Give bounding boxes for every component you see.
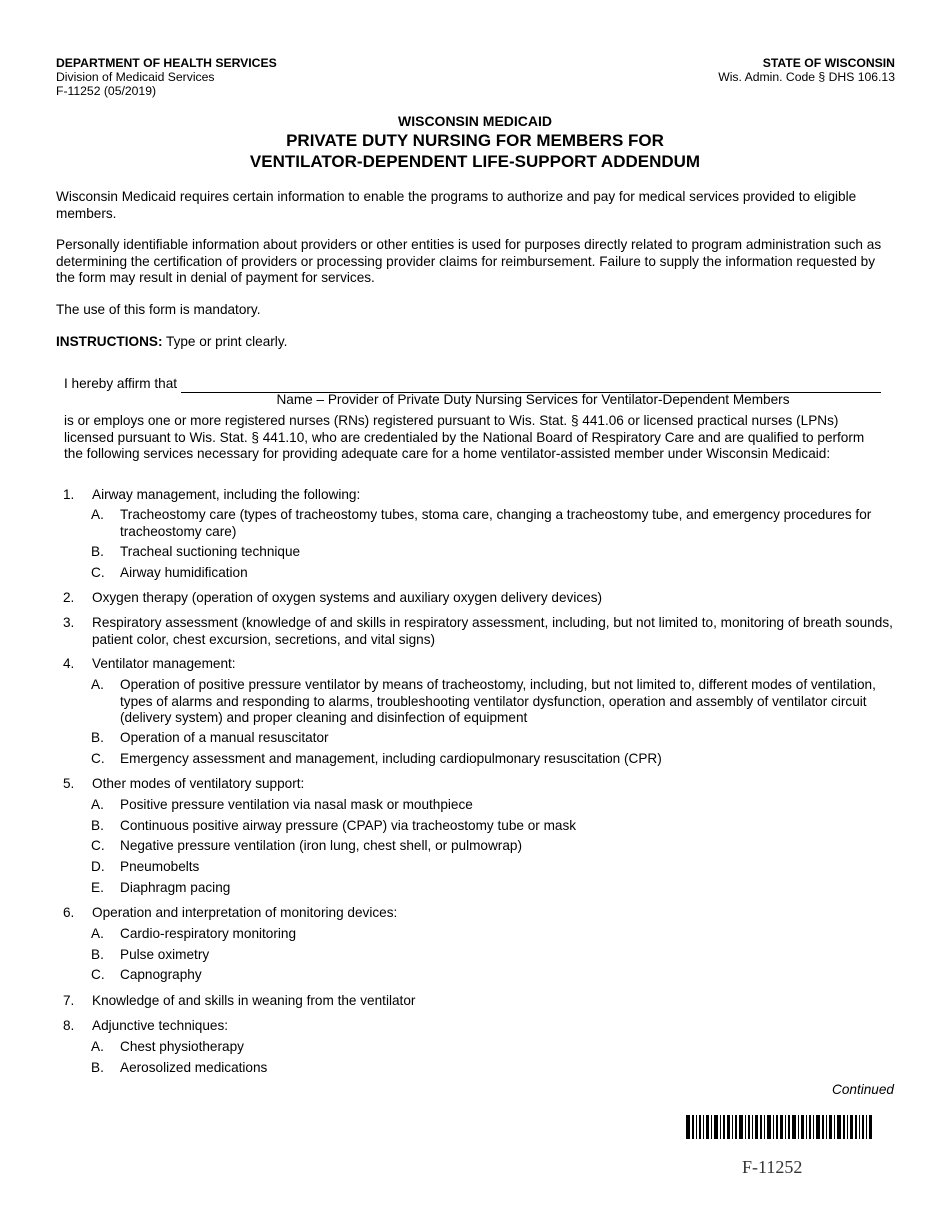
sub-item-text: Diaphragm pacing bbox=[120, 880, 231, 895]
form-number-footer: F-11252 bbox=[742, 1157, 803, 1177]
item-text: Airway management, including the following: bbox=[92, 487, 361, 502]
item-number: 1. bbox=[63, 487, 75, 502]
sub-item-letter: D. bbox=[91, 859, 105, 874]
provider-name-field[interactable] bbox=[181, 378, 881, 393]
affirm-label: I hereby affirm that bbox=[64, 376, 178, 391]
division-name: Division of Medicaid Services bbox=[56, 70, 215, 84]
barcode-graphic bbox=[686, 1115, 872, 1139]
sub-item-letter: B. bbox=[91, 544, 104, 559]
mandatory-notice: The use of this form is mandatory. bbox=[56, 302, 261, 317]
sub-item-letter: A. bbox=[91, 1039, 104, 1054]
sub-item-text: Pulse oximetry bbox=[120, 947, 210, 962]
provider-name-caption: Name – Provider of Private Duty Nursing Services for Ventilator-Dependent Members bbox=[276, 392, 790, 407]
item-number: 8. bbox=[63, 1018, 75, 1033]
sub-item-letter: B. bbox=[91, 730, 104, 745]
sub-item-text: Chest physiotherapy bbox=[120, 1039, 244, 1054]
intro-paragraph-2: Personally identifiable information about providers or other entities is used for purposes directly related to program administration such as determining the certification of providers or processing provider claims for reimbursement. Failure to supply the information requested by the form may result in denial of payment for services. bbox=[56, 237, 882, 285]
sub-item-letter: C. bbox=[91, 751, 105, 766]
item-text: Oxygen therapy (operation of oxygen systems and auxiliary oxygen delivery devices) bbox=[92, 590, 603, 605]
affirm-statement: is or employs one or more registered nurses (RNs) registered pursuant to Wis. Stat. § 441.06 or licensed practical nurses (LPNs) licensed pursuant to Wis. Stat. § 441.10, who are credentialed by the National Board of Respiratory Care and are qualified to perform the following services necessary for providing adequate care for a home ventilator-assisted member under Wisconsin Medicaid: bbox=[64, 413, 865, 461]
title-program: WISCONSIN MEDICAID bbox=[398, 113, 552, 129]
sub-item-letter: E. bbox=[91, 880, 104, 895]
sub-item-text: Positive pressure ventilation via nasal mask or mouthpiece bbox=[120, 797, 473, 812]
item-number: 3. bbox=[63, 615, 75, 630]
sub-item-text: Continuous positive airway pressure (CPAP) via tracheostomy tube or mask bbox=[120, 818, 577, 833]
sub-item-text: Capnography bbox=[120, 967, 202, 982]
sub-item-letter: B. bbox=[91, 818, 104, 833]
sub-item-letter: C. bbox=[91, 967, 105, 982]
item-number: 7. bbox=[63, 993, 75, 1008]
item-text: Knowledge of and skills in weaning from the ventilator bbox=[92, 993, 416, 1008]
sub-item-letter: C. bbox=[91, 838, 105, 853]
title-line-3: VENTILATOR-DEPENDENT LIFE-SUPPORT ADDENDUM bbox=[249, 152, 701, 171]
sub-item-text: Airway humidification bbox=[120, 565, 248, 580]
sub-item-letter: B. bbox=[91, 947, 104, 962]
item-text: Other modes of ventilatory support: bbox=[92, 776, 305, 791]
department-name: DEPARTMENT OF HEALTH SERVICES bbox=[56, 56, 277, 70]
sub-item-text: Negative pressure ventilation (iron lung, chest shell, or pulmowrap) bbox=[120, 838, 522, 853]
instructions bbox=[56, 334, 896, 351]
sub-item-text: Tracheostomy care (types of tracheostomy tubes, stoma care, changing a tracheostomy tube, and emergency procedures for tracheostomy care) bbox=[120, 507, 872, 539]
sub-item-text: Tracheal suctioning technique bbox=[120, 544, 301, 559]
item-number: 5. bbox=[63, 776, 75, 791]
item-number: 4. bbox=[63, 656, 75, 671]
affirm-row bbox=[64, 376, 881, 393]
intro-paragraph-1: Wisconsin Medicaid requires certain information to enable the programs to authorize and pay for medical services provided to eligible members. bbox=[56, 189, 857, 221]
sub-item-letter: A. bbox=[91, 677, 104, 692]
sub-item-text: Aerosolized medications bbox=[120, 1060, 268, 1075]
agency-header bbox=[56, 56, 277, 98]
sub-item-text: Operation of positive pressure ventilator by means of tracheostomy, including, but not limited to, different modes of ventilation, types of alarms and responding to alarms, troubleshooting ventilator dysfunction, operation and assembly of ventilator circuit (delivery system) and proper cleaning and disinfection of equipment bbox=[120, 677, 876, 725]
sub-item-text: Pneumobelts bbox=[120, 859, 200, 874]
sub-item-letter: A. bbox=[91, 507, 104, 522]
sub-item-letter: A. bbox=[91, 797, 104, 812]
instructions-text: Type or print clearly. bbox=[162, 334, 288, 349]
state-header bbox=[718, 56, 895, 84]
sub-item-letter: B. bbox=[91, 1060, 104, 1075]
title-line-2: PRIVATE DUTY NURSING FOR MEMBERS FOR bbox=[286, 131, 664, 150]
admin-code: Wis. Admin. Code § DHS 106.13 bbox=[718, 70, 895, 84]
item-text: Operation and interpretation of monitoring devices: bbox=[92, 905, 398, 920]
form-id-date: F-11252 (05/2019) bbox=[56, 84, 157, 98]
item-text: Respiratory assessment (knowledge of and skills in respiratory assessment, including, but not limited to, monitoring of breath sounds, patient color, chest excursion, secretions, and vital signs) bbox=[92, 615, 893, 647]
item-number: 6. bbox=[63, 905, 75, 920]
item-text: Ventilator management: bbox=[92, 656, 236, 671]
sub-item-letter: A. bbox=[91, 926, 104, 941]
sub-item-text: Cardio-respiratory monitoring bbox=[120, 926, 297, 941]
sub-item-text: Emergency assessment and management, including cardiopulmonary resuscitation (CPR) bbox=[120, 751, 662, 766]
sub-item-letter: C. bbox=[91, 565, 105, 580]
instructions-label: INSTRUCTIONS: bbox=[56, 334, 163, 349]
item-number: 2. bbox=[63, 590, 75, 605]
form-title bbox=[0, 113, 950, 172]
state-name: STATE OF WISCONSIN bbox=[762, 56, 895, 70]
item-text: Adjunctive techniques: bbox=[92, 1018, 229, 1033]
continued-label: Continued bbox=[832, 1082, 894, 1097]
sub-item-text: Operation of a manual resuscitator bbox=[120, 730, 329, 745]
